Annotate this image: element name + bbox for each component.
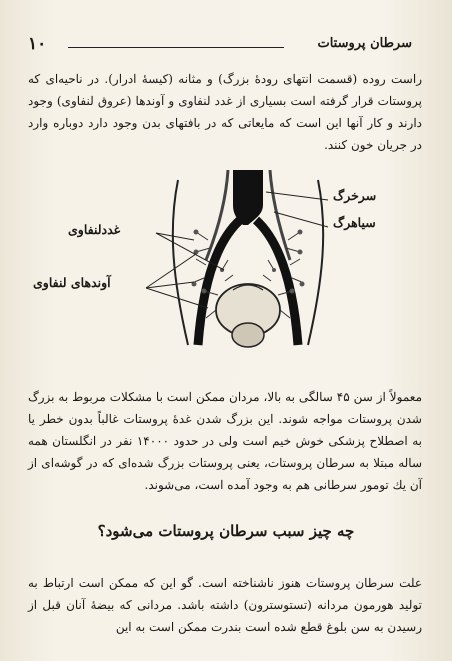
running-title: سرطان پروستات [317,36,412,51]
anatomy-figure [28,170,428,380]
label-lymph-vessels: آوندهای لنفاوی [33,275,111,290]
label-vein: سیاهرگ [333,215,376,230]
section-heading: چه چیز سبب سرطان پروستات می‌شود؟ [97,522,355,540]
paragraph-lymph-system: راست روده (قسمت انتهای رودهٔ بزرگ) و مثانه (کیسهٔ ادرار). در ناحیه‌ای که پروستات قرار گرفته است بسیاری از غدد لنفاوی و آوندها (عروق لنفاوی) وجود دارند و کار آنها این است که مایعاتی که در بافتهای بدن وجود دارد دوباره وارد در جریان خون کنند. [28,72,422,152]
page-number: ۱۰ [28,34,47,54]
header-rule [68,47,284,48]
label-lymph-nodes: غددلنفاوی [68,222,121,237]
prostate-region [216,284,280,347]
pelvis-right-outline [308,180,323,345]
paragraph-cause: علت سرطان پروستات هنوز ناشناخته است. گو این که ممکن است ارتباط به تولید هورمون مردانه (تستوسترون) داشته باشد. مردانی که بیضهٔ آنان قبل از رسیدن به سن بلوغ قطع شده است بندرت ممکن است به این [28,576,422,634]
label-artery: سرخرگ [333,188,377,203]
page-header [28,34,412,56]
paragraph-enlargement: معمولاً از سن ۴۵ سالگی به بالا، مردان ممکن است با مشکلات مربوط به بزرگ شدن پروستات مواجه شوند. این بزرگ شدن غدهٔ پروستات غالباً بدون خطر یا به اصطلاح پزشکی خوش خیم است ولی در حدود ۱۴۰۰۰ نفر در انگلستان همه ساله مبتلا به سرطان پروستات، یعنی پروستات بزرگ شده‌ای که در گوشه‌ای از آن یك تومور سرطانی هم به وجود آمده است، می‌شوند. [28,390,422,492]
pelvis-left-outline [173,180,188,345]
